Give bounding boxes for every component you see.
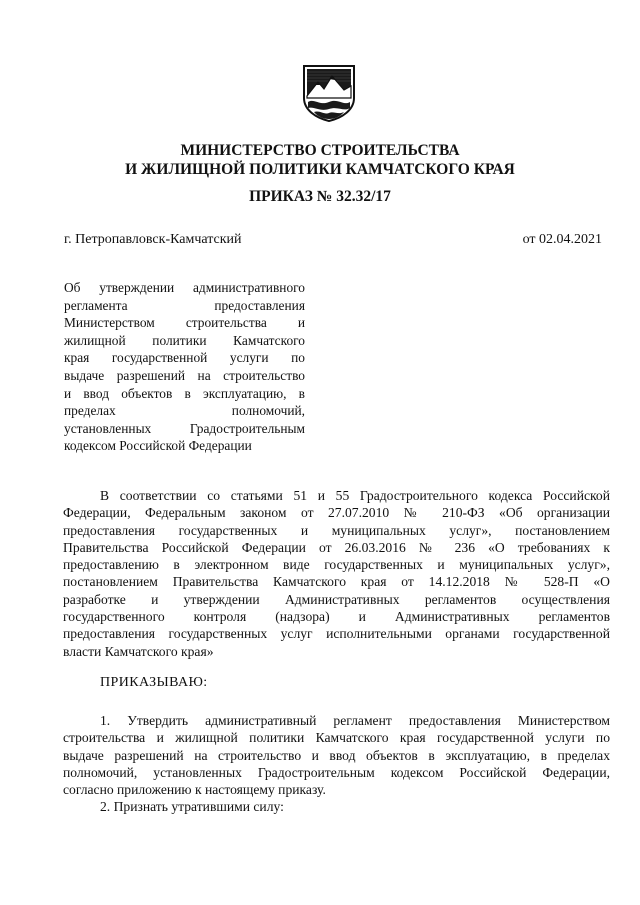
ministry-name-line-1: МИНИСТЕРСТВО СТРОИТЕЛЬСТВА bbox=[180, 142, 460, 159]
subject-line: кодексом Российской Федерации bbox=[64, 438, 252, 454]
subject-line: выдаче разрешений на строительство bbox=[64, 367, 305, 383]
basis-line: постановлением Правительства Камчатского края от 14.12.2018 № 528-П «О bbox=[63, 574, 610, 590]
basis-line: Правительства Российской Федерации от 26.03.2016 № 236 «О требованиях к bbox=[63, 539, 610, 555]
basis-line: предоставлению в электронном виде государственных и муниципальных услуг», bbox=[63, 557, 610, 573]
basis-line: В соответствии со статьями 51 и 55 Градостроительного кодекса Российской bbox=[100, 488, 610, 503]
basis-line: власти Камчатского края» bbox=[63, 643, 214, 659]
basis-line: предоставления государственных и муниципальных услуг», постановлением bbox=[63, 522, 610, 538]
order-place: г. Петропавловск-Камчатский bbox=[64, 232, 242, 247]
subject-line: и ввод объектов в эксплуатацию, в bbox=[64, 385, 305, 401]
item-1-line: выдаче разрешений на строительство и ввод объектов в эксплуатацию, в пределах bbox=[63, 747, 610, 763]
subject-line: жилищной политики Камчатского bbox=[64, 332, 305, 348]
basis-line: предоставления государственных услуг исполнительными органами государственной bbox=[63, 626, 610, 642]
item-1-line: 1. Утвердить административный регламент предоставления Министерством bbox=[100, 713, 610, 728]
subject-line: установленных Градостроительным bbox=[64, 420, 305, 436]
legal-basis-paragraph bbox=[63, 487, 610, 660]
subject-line: пределах полномочий, bbox=[64, 403, 305, 419]
basis-line: разработке и утверждении Административных регламентов осуществления bbox=[63, 591, 610, 607]
item-2-line: 2. Признать утратившими силу: bbox=[100, 799, 284, 815]
subject-line: края государственной услуги по bbox=[64, 350, 305, 366]
order-title: ПРИКАЗ № 32.32/17 bbox=[249, 188, 391, 205]
item-1-line: согласно приложению к настоящему приказу. bbox=[63, 782, 326, 798]
subject-line: Министерством строительства и bbox=[64, 315, 305, 331]
subject-line: Об утверждении административного bbox=[64, 280, 305, 295]
basis-line: Федерации, Федеральным законом от 27.07.2010 № 210-ФЗ «Об организации bbox=[63, 505, 610, 521]
subject-line: регламента предоставления bbox=[64, 297, 305, 313]
item-1-line: полномочий, установленных Градостроительным кодексом Российской Федерации, bbox=[63, 764, 610, 780]
basis-line: государственного контроля (надзора) и Административных регламентов bbox=[63, 609, 610, 625]
order-items bbox=[63, 712, 610, 816]
ministry-name-line-2: И ЖИЛИЩНОЙ ПОЛИТИКИ КАМЧАТСКОГО КРАЯ bbox=[125, 161, 515, 178]
order-date: от 02.04.2021 bbox=[522, 232, 602, 247]
order-subject bbox=[64, 279, 305, 455]
kamchatka-coat-of-arms-icon bbox=[300, 62, 358, 122]
order-directive-word: ПРИКАЗЫВАЮ: bbox=[100, 675, 208, 690]
item-1-line: строительства и жилищной политики Камчатского края государственной услуги по bbox=[63, 730, 610, 746]
